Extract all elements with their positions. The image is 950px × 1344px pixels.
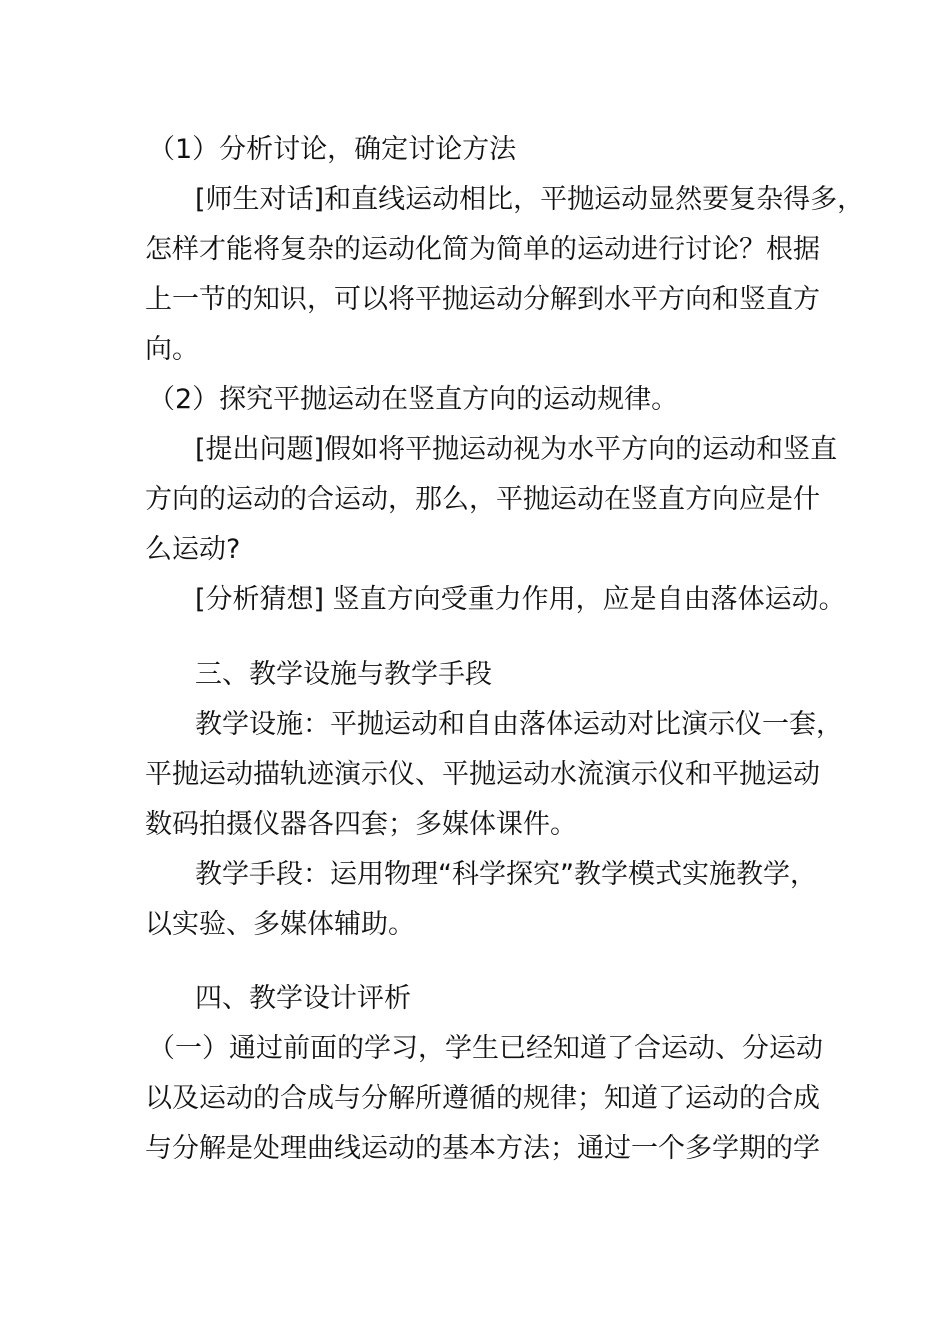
paragraph-line: [分析猜想] 竖直方向受重力作用，应是自由落体运动。 (195, 584, 846, 615)
paragraph-line: （一）通过前面的学习，学生已经知道了合运动、分运动 (148, 1033, 823, 1064)
paragraph-line: 以实验、多媒体辅助。 (145, 909, 415, 940)
paragraph-line: 向。 (145, 334, 199, 365)
paragraph-line: 怎样才能将复杂的运动化简为简单的运动进行讨论？根据 (145, 234, 820, 265)
paragraph-line: 教学设施：平抛运动和自由落体运动对比演示仪一套， (195, 709, 843, 740)
paragraph-line: 与分解是处理曲线运动的基本方法；通过一个多学期的学 (145, 1133, 820, 1164)
paragraph-line: 么运动? (145, 534, 241, 565)
paragraph-line: 教学手段：运用物理“科学探究”教学模式实施教学， (195, 859, 817, 890)
subheading-1: （1）分析讨论，确定讨论方法 (148, 134, 517, 165)
paragraph-line: 方向的运动的合运动，那么，平抛运动在竖直方向应是什 (145, 484, 820, 515)
paragraph-line: 数码拍摄仪器各四套；多媒体课件。 (145, 809, 577, 840)
paragraph-line: 平抛运动描轨迹演示仪、平抛运动水流演示仪和平抛运动 (145, 759, 820, 790)
subheading-2: （2）探究平抛运动在竖直方向的运动规律。 (148, 384, 679, 415)
paragraph-line: 以及运动的合成与分解所遵循的规律；知道了运动的合成 (145, 1083, 820, 1114)
paragraph-line: [提出问题]假如将平抛运动视为水平方向的运动和竖直 (195, 434, 838, 465)
paragraph-line: [师生对话]和直线运动相比，平抛运动显然要复杂得多， (195, 184, 865, 215)
section-heading-4: 四、教学设计评析 (195, 983, 411, 1014)
section-heading-3: 三、教学设施与教学手段 (195, 659, 492, 690)
paragraph-line: 上一节的知识，可以将平抛运动分解到水平方向和竖直方 (145, 284, 820, 315)
